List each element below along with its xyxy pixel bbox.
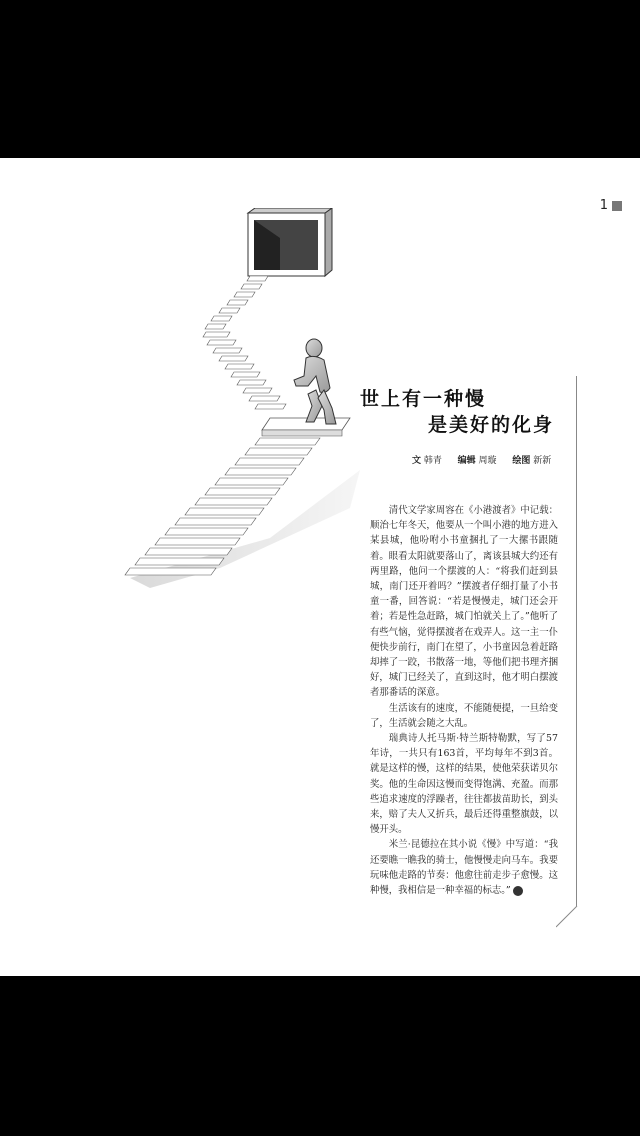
magazine-page [0, 158, 640, 976]
upper-stairs [203, 276, 286, 409]
illustrator-label: 绘图 [512, 456, 531, 466]
author-label: 文 [412, 456, 422, 466]
illustrator-name: 新新 [533, 456, 552, 466]
paragraph [370, 837, 558, 898]
page-number-text: 1 [599, 198, 608, 213]
end-mark-icon [513, 886, 523, 896]
climbing-figure [294, 339, 336, 424]
paragraph: 瑞典诗人托马斯·特兰斯特勒默，写了57年诗，一共只有163首，平均每年不到3首。就是这样的慢，这样的结果，使他荣获诺贝尔奖。他的生命因这慢而变得饱满、充盈。而那些追求速度的浮躁者，往往都拔苗助长，到头来，赔了夫人又折兵，最后还得重整旗鼓，以慢开头。 [370, 733, 558, 836]
paragraph: 清代文学家周容在《小港渡者》中记载：顺治七年冬天，他要从一个叫小港的地方进入某县城，他吩咐小书童捆扎了一大摞书跟随着。眼看太阳就要落山了，离该县城大约还有两里路，他问一个摆渡的人：“将我们赶到县城，南门还开着吗？”摆渡者仔细打量了小书童一番，回答说：“若是慢慢走，城门还会开着；若是性急赶路，城门怕就关上了。”他听了有些气恼，觉得摆渡者在戏弄人。这一主一仆便快步前行，南门在望了，小书童因急着赶路却摔了一跤，书散落一地，等他们把书理齐捆好，城门已经关了，直到这时，他才明白摆渡者那番话的深意。 [370, 505, 558, 699]
landing [262, 418, 350, 430]
title-line-2: 是美好的化身 [428, 414, 555, 436]
lower-stairs [125, 438, 320, 575]
box-door [248, 208, 332, 276]
paragraph-text: 米兰·昆德拉在其小说《慢》中写道：“我还要瞧一瞧我的骑士，他慢慢走向马车。我要玩味他走路的节奏：他愈往前走步子愈慢。这种慢，我相信是一种幸福的标志。” [370, 839, 558, 897]
page-number [600, 198, 622, 213]
title-line-1: 世上有一种慢 [360, 388, 487, 410]
margin-rule [576, 376, 577, 906]
editor-name: 周璇 [478, 456, 497, 466]
corner-diagonal [556, 906, 578, 928]
page-marker-square [612, 201, 622, 211]
stairs-illustration [110, 208, 380, 593]
editor-label: 编辑 [457, 456, 476, 466]
author-name: 韩青 [423, 456, 442, 466]
credits [412, 453, 551, 466]
paragraph: 生活该有的速度，不能随便提，一旦给变了，生活就会随之大乱。 [370, 702, 558, 729]
article-body [370, 503, 558, 898]
